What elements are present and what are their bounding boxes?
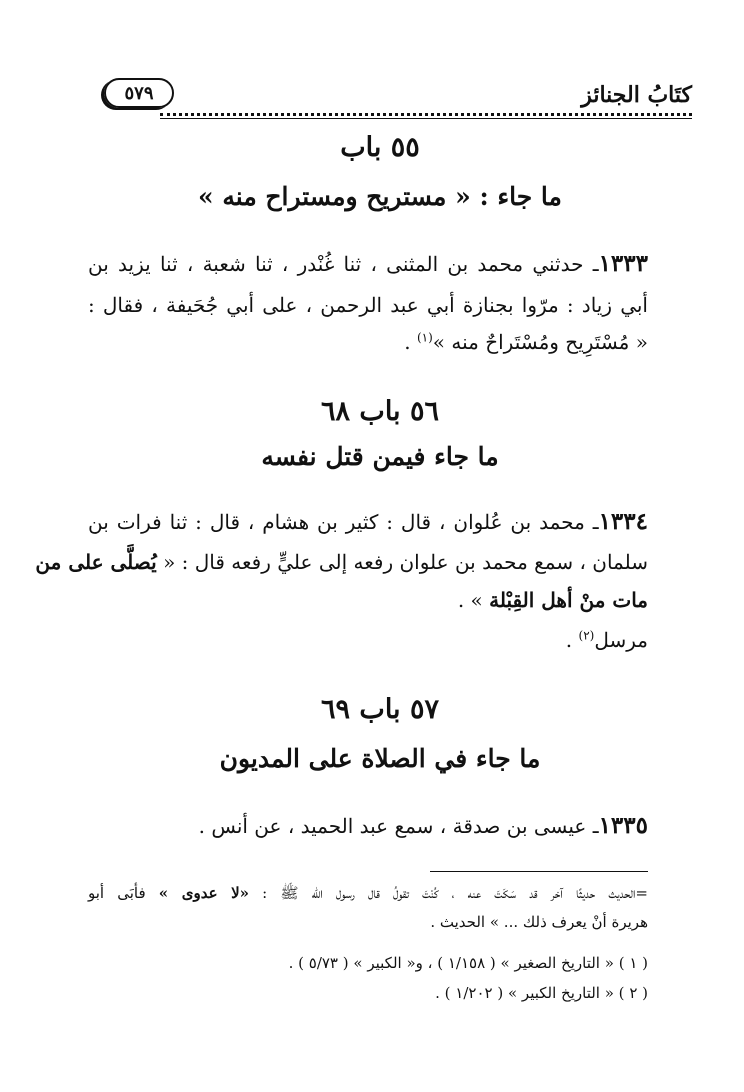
hadith-number: ١٣٣٣ bbox=[598, 250, 648, 277]
chapter-heading: ٥٥ باب bbox=[340, 132, 420, 163]
hadith-line: مات منْ أهل القِبْلة » . bbox=[457, 588, 648, 612]
hadith-line: ١٣٣٣ـ حدثني محمد بن المثنى ، ثنا غُنْدر ، ثنا شعبة ، ثنا يزيد بن bbox=[88, 250, 648, 277]
hadith-line: سلمان ، سمع محمد بن علوان رفعه إلى عليٍّ رفعه قال : « يُصلَّى على من bbox=[35, 550, 648, 574]
footnote-line: =الحديث حديثًا آخر قد سَكَتَ عنه ، كُنْتَ تقولُ قال رسول الله ﷺ : «لا عدوى » فأبَى أبو bbox=[88, 884, 648, 902]
page-number-badge bbox=[104, 78, 174, 108]
prophetic-text: مات منْ أهل القِبْلة bbox=[489, 588, 648, 612]
page-number: ٥٧٩ bbox=[124, 82, 154, 104]
chapter-title: ما جاء فيمن قتل نفسه bbox=[261, 442, 499, 471]
footnote-ref: (٢) bbox=[578, 628, 595, 643]
chapter-title: ما جاء : « مستريح ومستراح منه » bbox=[198, 182, 562, 211]
hadith-line: « مُسْتَرِيح ومُسْتَراحٌ منه »$^{(١)}$ . bbox=[404, 330, 648, 354]
running-header-title: كتَابُ الجنائز bbox=[581, 82, 692, 108]
footnote-2: ( ٢ ) « التاريخ الكبير » ( ١/٢٠٢ ) . bbox=[435, 984, 648, 1002]
chapter-heading: ٥٦ باب ٦٨ bbox=[321, 396, 439, 427]
hadith-line: ١٣٣٥ـ عيسى بن صدقة ، سمع عبد الحميد ، عن أنس . bbox=[198, 812, 648, 839]
hadith-number: ١٣٣٤ bbox=[598, 508, 648, 535]
hadith-line: ١٣٣٤ـ محمد بن عُلوان ، قال : كثير بن هشام ، قال : ثنا فرات بن bbox=[88, 508, 648, 535]
footnote-line: هريرة أنْ يعرف ذلك ... » الحديث . bbox=[430, 913, 648, 931]
prophetic-text: يُصلَّى على من bbox=[35, 550, 157, 574]
header-divider-line bbox=[160, 118, 692, 119]
footnote-1: ( ١ ) « التاريخ الصغير » ( ١/١٥٨ ) ، و« الكبير » ( ٥/٧٣ ) . bbox=[288, 954, 648, 972]
chapter-heading: ٥٧ باب ٦٩ bbox=[321, 694, 439, 725]
hadith-number: ١٣٣٥ bbox=[598, 812, 648, 839]
header-divider bbox=[160, 113, 692, 116]
grading-line: مرسل$^{(٢)}$ . bbox=[565, 628, 648, 652]
footnote-divider bbox=[430, 871, 648, 872]
hadith-line: أبي زياد : مرّوا بجنازة أبي عبد الرحمن ، على أبي جُحَيفة ، فقال : bbox=[88, 293, 648, 317]
chapter-title: ما جاء في الصلاة على المديون bbox=[219, 744, 541, 773]
footnote-ref: (١) bbox=[416, 330, 433, 345]
